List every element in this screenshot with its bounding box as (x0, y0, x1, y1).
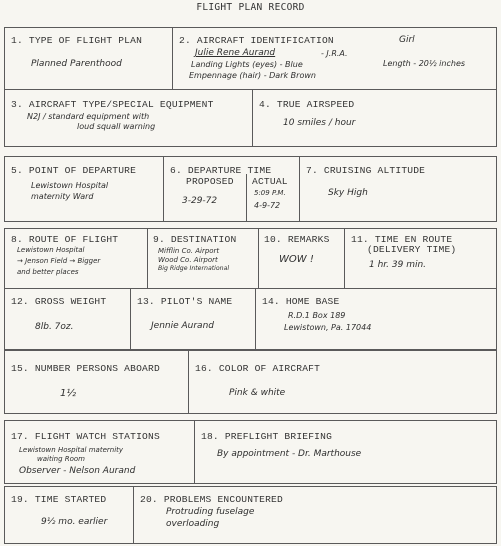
box-aircraft-type (4, 89, 253, 147)
box19-value: 9½ mo. earlier (41, 517, 108, 527)
box-departure-time (163, 156, 300, 222)
box-home-base (255, 288, 497, 350)
box5-label: 5. POINT OF DEPARTURE (11, 165, 137, 176)
box10-label: 10. REMARKS (264, 234, 330, 245)
box-pilots-name (130, 288, 256, 350)
box-gross-weight (4, 288, 131, 350)
box-number-persons-aboard (4, 350, 189, 414)
box13-label: 13. PILOT'S NAME (137, 296, 233, 307)
box-color-of-aircraft (188, 350, 497, 414)
box2-initials: - J.R.A. (321, 49, 348, 58)
box3-line2: loud squall warning (77, 122, 156, 131)
box2-name: Julie Rene Aurand (195, 48, 276, 58)
box18-label: 18. PREFLIGHT BRIEFING (201, 431, 333, 442)
box-remarks (258, 228, 345, 289)
box8-label: 8. ROUTE OF FLIGHT (11, 234, 119, 245)
box-cruising-altitude (299, 156, 497, 222)
box-type-of-flight-plan (4, 27, 173, 90)
box17-line1: Lewistown Hospital maternity (19, 446, 124, 454)
box16-label: 16. COLOR OF AIRCRAFT (195, 363, 321, 374)
box-flight-watch-stations (4, 420, 195, 484)
box8-line1: Lewistown Hospital (17, 246, 85, 254)
box14-line1: R.D.1 Box 189 (288, 311, 346, 320)
box-point-of-departure (4, 156, 164, 222)
box-problems-encountered (133, 486, 497, 544)
box6-proposed-label: PROPOSED (186, 176, 234, 187)
box14-line2: Lewistown, Pa. 17044 (284, 323, 372, 332)
box-route-of-flight (4, 228, 148, 289)
box2-length: Length - 20½ inches (383, 59, 466, 68)
box4-label: 4. TRUE AIRSPEED (259, 99, 355, 110)
box-time-en-route (344, 228, 497, 289)
box2-eyes: Landing Lights (eyes) - Blue (191, 60, 303, 69)
box-time-started (4, 486, 134, 544)
box18-value: By appointment - Dr. Marthouse (217, 449, 362, 459)
box11-label1: 11. TIME EN ROUTE (351, 234, 453, 245)
box20-line1: Protruding fuselage (166, 507, 255, 517)
box20-label: 20. PROBLEMS ENCOUNTERED (140, 494, 283, 505)
box-destination (147, 228, 259, 289)
box5-line2: maternity Ward (31, 192, 94, 201)
box9-line3: Big Ridge International (158, 265, 230, 272)
box12-label: 12. GROSS WEIGHT (11, 296, 107, 307)
box1-value: Planned Parenthood (31, 59, 122, 69)
box9-line1: Mifflin Co. Airport (158, 247, 220, 255)
box12-value: 8lb. 7oz. (35, 322, 74, 332)
box6-proposed: 3-29-72 (182, 196, 218, 206)
box5-line1: Lewistown Hospital (31, 181, 109, 190)
box15-label: 15. NUMBER PERSONS ABOARD (11, 363, 160, 374)
box16-value: Pink & white (229, 388, 286, 398)
box20-line2: overloading (166, 519, 220, 529)
box1-label: 1. TYPE OF FLIGHT PLAN (11, 35, 143, 46)
box9-line2: Wood Co. Airport (158, 256, 218, 264)
box3-label: 3. AIRCRAFT TYPE/SPECIAL EQUIPMENT (11, 99, 214, 110)
box11-value: 1 hr. 39 min. (369, 260, 427, 270)
box19-label: 19. TIME STARTED (11, 494, 107, 505)
box6-actual-date: 4-9-72 (254, 201, 281, 210)
box-aircraft-identification (172, 27, 497, 90)
box7-label: 7. CRUISING ALTITUDE (306, 165, 426, 176)
box6-label: 6. DEPARTURE TIME (170, 165, 272, 176)
box17-label: 17. FLIGHT WATCH STATIONS (11, 431, 160, 442)
box17-line3: Observer - Nelson Aurand (19, 466, 136, 476)
box-preflight-briefing (194, 420, 497, 484)
box6-divider (246, 174, 247, 222)
box6-actual-time: 5:09 P.M. (254, 189, 286, 197)
box15-value: 1½ (60, 388, 77, 399)
box8-line3: and better places (17, 268, 79, 276)
box-true-airspeed (252, 89, 497, 147)
box4-value: 10 smiles / hour (283, 118, 356, 128)
box6-actual-label: ACTUAL (252, 176, 288, 187)
box7-value: Sky High (328, 188, 368, 198)
box3-line1: N2J / standard equipment with (27, 112, 150, 121)
box14-label: 14. HOME BASE (262, 296, 340, 307)
box9-label: 9. DESTINATION (153, 234, 237, 245)
box11-label2: (DELIVERY TIME) (367, 244, 457, 255)
box2-hair: Empennage (hair) - Dark Brown (189, 71, 316, 80)
box2-gender: Girl (399, 35, 415, 45)
box2-label: 2. AIRCRAFT IDENTIFICATION (179, 35, 334, 46)
box17-line2: waiting Room (37, 455, 86, 463)
box10-value: WOW ! (279, 254, 314, 265)
form-title: FLIGHT PLAN RECORD (196, 2, 305, 13)
box13-value: Jennie Aurand (151, 321, 214, 331)
box8-line2: → Jenson Field → Bigger (17, 257, 101, 265)
